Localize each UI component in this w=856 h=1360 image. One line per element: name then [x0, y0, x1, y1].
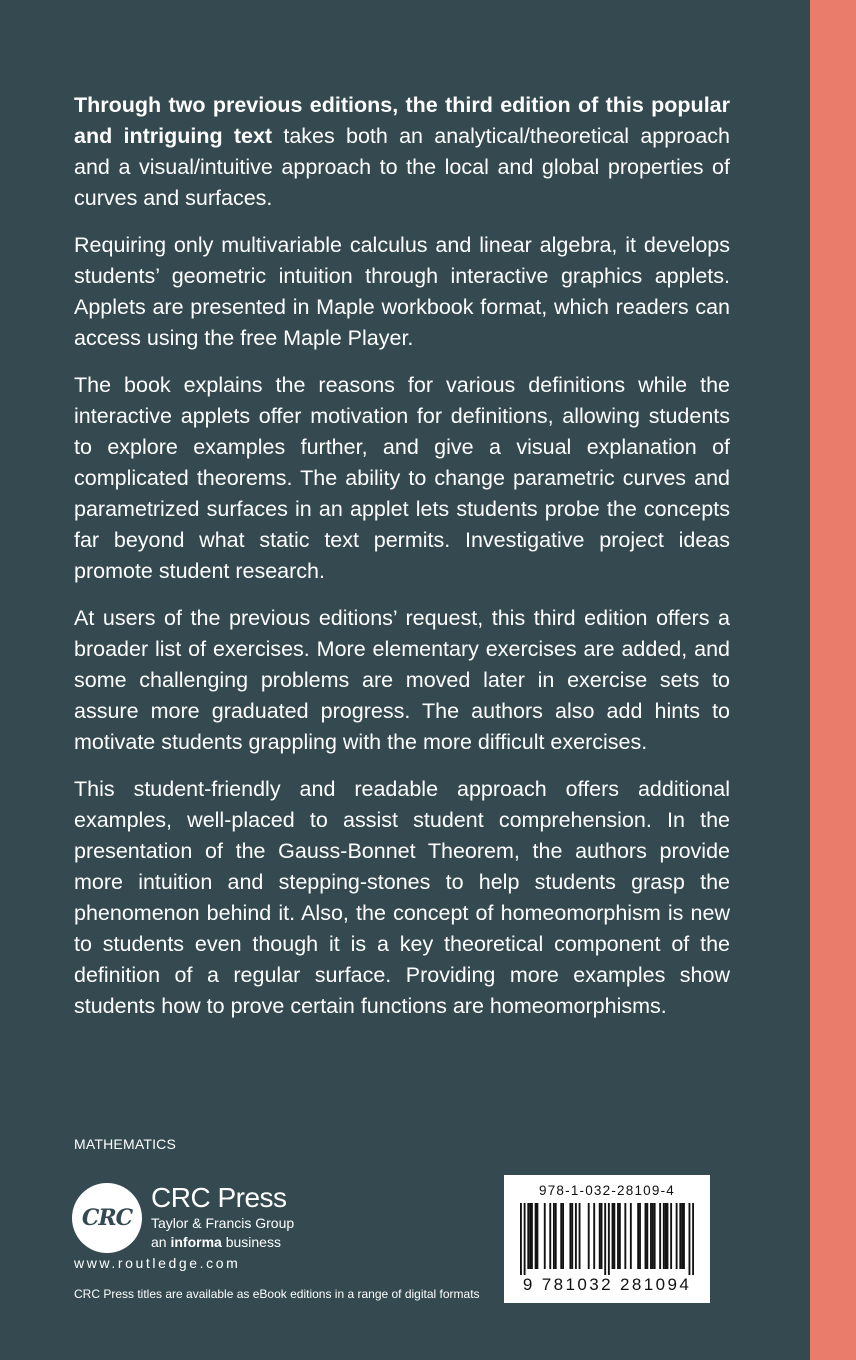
barcode-bar — [617, 1203, 619, 1269]
barcode-bar — [593, 1203, 595, 1269]
barcode-bar — [613, 1203, 615, 1269]
barcode-bar — [624, 1203, 626, 1269]
barcode-bar — [527, 1203, 529, 1269]
barcode-bar — [562, 1203, 564, 1269]
crc-logo-text: CRC — [81, 1205, 133, 1231]
blurb-paragraph-4: At users of the previous editions’ request, this third edition offers a broader list of exercises. More elementary exercises are added, and some challenging problems are moved later in exercise sets to assure more graduated progress. The authors also add hints to motivate students grappling with the more difficult exercises. — [74, 606, 730, 754]
barcode-bar — [555, 1203, 557, 1269]
ebook-note: CRC Press titles are available as eBook editions in a range of digital formats — [74, 1287, 480, 1301]
publisher-group: Taylor & Francis Group — [151, 1215, 295, 1231]
barcode-bar — [639, 1203, 641, 1269]
crc-logo — [72, 1183, 142, 1253]
barcode-bar — [676, 1203, 678, 1269]
blurb-paragraph-3: The book explains the reasons for various definitions while the interactive applets offer motivation for definitions, allowing students to explore examples further, and give a visual explanation of complicated theorems. The ability to change parametric curves and parametrized surfaces in an applet lets students probe the concepts far beyond what static text permits. Investigative project ideas promote student research. — [74, 373, 730, 583]
barcode-bar — [560, 1203, 562, 1269]
barcode-bar — [569, 1203, 571, 1269]
isbn-hyphenated: 978-1-032-28109-4 — [539, 1183, 675, 1198]
barcode-bar — [654, 1203, 656, 1269]
barcode-bar — [599, 1203, 601, 1269]
back-cover-blurb — [74, 90, 730, 1038]
barcode-bar — [637, 1203, 639, 1269]
barcode-bar — [683, 1203, 685, 1269]
blurb-lead-bold: Through two previous editions, the third edition of this popular and intriguing text — [74, 93, 730, 148]
publisher-url: www.routledge.com — [74, 1255, 241, 1271]
barcode-bar — [529, 1203, 531, 1269]
barcode-bar — [608, 1203, 610, 1275]
barcode-bar — [549, 1203, 551, 1269]
barcode-bar — [689, 1203, 691, 1275]
barcode-bar — [619, 1203, 621, 1269]
barcode-bar — [681, 1203, 683, 1269]
barcode-bar — [646, 1203, 648, 1269]
blurb-paragraph-1 — [74, 90, 730, 214]
barcode-bar — [679, 1203, 681, 1269]
barcode-bars — [520, 1203, 694, 1275]
barcode-bar — [645, 1203, 647, 1269]
publisher-name: CRC Press — [151, 1182, 287, 1213]
subject-category: MATHEMATICS — [74, 1136, 177, 1152]
blurb-lead-rest: takes both an analytical/theoretical approach and a visual/intuitive approach to the local and global properties of curves and surfaces. — [74, 124, 730, 210]
publisher-informa-line: an informa business — [151, 1234, 281, 1250]
barcode-bar — [692, 1203, 694, 1275]
barcode-bar — [544, 1203, 546, 1269]
barcode-bar — [630, 1203, 632, 1269]
barcode-bar — [670, 1203, 672, 1269]
barcode-bar — [601, 1203, 603, 1269]
barcode-bar — [571, 1203, 573, 1269]
barcode-bar — [612, 1203, 614, 1269]
barcode-bar — [652, 1203, 654, 1269]
barcode-bar — [524, 1203, 526, 1275]
barcode-bar — [536, 1203, 538, 1269]
barcode-bar — [520, 1203, 522, 1275]
barcode-bar — [535, 1203, 537, 1269]
barcode-bar — [575, 1203, 577, 1269]
barcode-bar — [588, 1203, 590, 1269]
barcode-bar — [667, 1203, 669, 1269]
isbn-digits: 9 781032 281094 — [522, 1275, 692, 1294]
blurb-paragraph-2: Requiring only multivariable calculus and linear algebra, it develops students’ geometric intuition through interactive graphics applets. Applets are presented in Maple workbook format, which readers can access using the free Maple Player. — [74, 233, 730, 350]
isbn-barcode — [504, 1175, 710, 1303]
blurb-paragraph-5: This student-friendly and readable approach offers additional examples, well-placed to assist student comprehension. In the presentation of the Gauss-Bonnet Theorem, the authors provide more intuition and stepping-stones to help students grasp the phenomenon behind it. Also, the concept of homeomorphism is new to students even though it is a key theoretical component of the definition of a regular surface. Providing more examples show students how to prove certain functions are homeomorphisms. — [74, 777, 730, 1018]
barcode-bar — [553, 1203, 555, 1269]
barcode-bar — [663, 1203, 665, 1269]
barcode-bar — [531, 1203, 533, 1269]
barcode-bar — [579, 1203, 581, 1269]
barcode-bar — [604, 1203, 606, 1275]
barcode-bar — [665, 1203, 667, 1269]
barcode-bar — [650, 1203, 652, 1269]
barcode-bar — [659, 1203, 661, 1269]
spine-stripe — [810, 0, 856, 1360]
